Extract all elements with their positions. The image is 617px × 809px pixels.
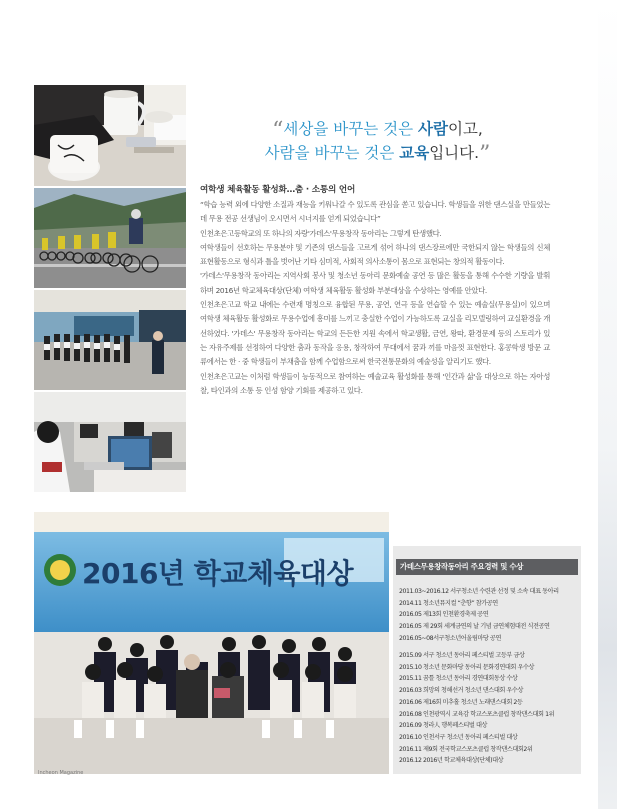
article-paragraph: 여학생들이 선호하는 무용분야 및 기존의 댄스들을 고르게 섞어 하나의 댄스장르에만 국한되지 않는 학생들의 신체표현활동으로 형식과 틀을 벗어난 기타 심미적, 사회적 의사소통이 몸으로 표현되는 창의적 활동이다. bbox=[200, 242, 550, 267]
article-paragraph: 인천초은고교는 이처럼 학생들이 능동적으로 참여하는 예술교육 활성화를 통해 '인간과 삶'을 대상으로 하는 자아성찰, 타인과의 소통 등 인성 함양 기회를 제공하고 있다. bbox=[200, 371, 550, 395]
open-quote-mark: “ bbox=[272, 118, 284, 143]
list-item: 2016.10 인천서구 청소년 동아리 페스티벌 대상 bbox=[399, 733, 518, 741]
list-item: 2016.08 인천광역시 교육감 학교스포츠클럽 창작댄스대회 1위 bbox=[399, 710, 555, 718]
article-heading: 여학생 체육활동 활성화…춤 · 소통의 언어 bbox=[200, 185, 356, 195]
magazine-footer-mark: Incheon Magazine bbox=[38, 770, 84, 776]
list-item: 2016.05 제 29회 세계금연의 날 기념 금연체험대전 식전공연 bbox=[399, 623, 550, 631]
quote-line-1 bbox=[205, 118, 550, 142]
photo-award-ceremony bbox=[34, 512, 389, 774]
article-body bbox=[200, 183, 550, 398]
list-item: 2015.10 청소년 문화마당 동아리 문화경연대회 우수상 bbox=[399, 663, 535, 671]
list-item: 2016.03 희망의 청해선거 청소년 댄스대회 우수상 bbox=[399, 687, 523, 695]
article-paragraph: 인천초은고교 학교 내에는 수련재 명칭으로 융합된 무용, 공연, 연극 등을 연습할 수 있는 예술실(무용실)이 있으며 여학생 체육활동 활성화로 무용수업에 흥미를 느끼고 충실한 수업이 가능하도록 교실을 리모델링하여 교실환경을 개선하였다. '가데스' 무용창작 동아리는 학교의 든든한 지원 속에서 학교생활, 금연, 왕따, 환경문제 등의 스토리가 있는 자유주제를 선정하여 다양한 춤과 동작을 응용, 창작하여 무대에서 꿈과 끼를 마음껏 표현한다. 홍콩학생 방문 교류에서는 한 · 중 학생들이 부채춤을 함께 수업함으로써 한국전통문화의 예술성을 알리기도 했다. bbox=[200, 300, 550, 367]
list-item: 2015.11 꿈틀 청소년 동아리 경연대회동상 수상 bbox=[399, 675, 518, 683]
banner-title: 2016년 학교체육대상 bbox=[82, 557, 354, 590]
quote-line-2-emphasis: 교육 bbox=[399, 144, 430, 162]
quote-line-2 bbox=[205, 142, 550, 166]
photo-computer-lab bbox=[34, 392, 186, 492]
article-paragraph: '가데스'무용창작 동아리는 지역사회 봉사 및 청소년 동아리 문화예술 공연 등 많은 활동을 통해 수수한 기량을 발휘하며 2016년 학교체육대상(단체) 여학생 체육활동 활성화 부분대상을 수상하는 영예를 안았다. bbox=[200, 271, 550, 295]
quote-line-1-text: 세상을 바꾸는 것은 bbox=[283, 120, 418, 138]
photo-cycling bbox=[34, 188, 186, 288]
article-paragraph: “학습 능력 외에 다양한 소질과 재능을 키워나갈 수 있도록 관심을 쏟고 있습니다. 학생들을 위한 댄스실을 만들었는데 무용 전공 선생님이 오시면서 시너지를 얻게 되었습니다” bbox=[200, 200, 550, 224]
pull-quote bbox=[205, 118, 550, 166]
photo-mug-painting bbox=[34, 85, 186, 186]
list-item: 2016.06 제16회 미추홀 청소년 노래댄스대회 2등 bbox=[399, 698, 523, 706]
award-list bbox=[399, 650, 579, 767]
list-item: 2016.11 제9회 전국학교스포츠클럽 창작댄스대회2위 bbox=[399, 745, 533, 753]
quote-line-1-tail: 이고, bbox=[447, 120, 483, 138]
page-edge-decoration bbox=[598, 0, 617, 809]
list-item: 2016.09 청라人 행복페스티벌 대상 bbox=[399, 722, 487, 730]
list-item: 2016.05~08서구청소년어울림마당 공연 bbox=[399, 634, 501, 642]
quote-line-1-emphasis: 사람 bbox=[418, 120, 448, 138]
list-item: 2016.05 제13회 인천환경축제 공연 bbox=[399, 611, 489, 619]
photo-exhibition-hall bbox=[34, 290, 186, 390]
quote-line-2-text: 사람을 바꾸는 것은 bbox=[264, 144, 400, 162]
article-paragraph: 인천초은고등학교의 또 하나의 자랑'가데스'무용창작 동아리는 그렇게 탄생했다. bbox=[200, 228, 442, 238]
awards-box bbox=[393, 546, 581, 774]
career-list bbox=[399, 586, 579, 645]
list-item: 2015.09 서구 청소년 동아리 페스티벌 고등부 금상 bbox=[399, 652, 525, 659]
list-item: 2014.11 청소년뮤지컬 “춘향” 참가공연 bbox=[399, 599, 498, 607]
list-item: 2011.03~2016.12 서구청소년 수련관 선정 및 소속 대표 동아리 bbox=[399, 588, 559, 595]
close-quote-mark: ” bbox=[479, 142, 491, 167]
list-item: 2016.12 2016년 학교체육대상(단체)대상 bbox=[399, 757, 504, 765]
awards-heading: 가데스무용창작동아리 주요경력 및 수상 bbox=[396, 559, 578, 575]
quote-line-2-tail: 입니다. bbox=[429, 144, 480, 162]
